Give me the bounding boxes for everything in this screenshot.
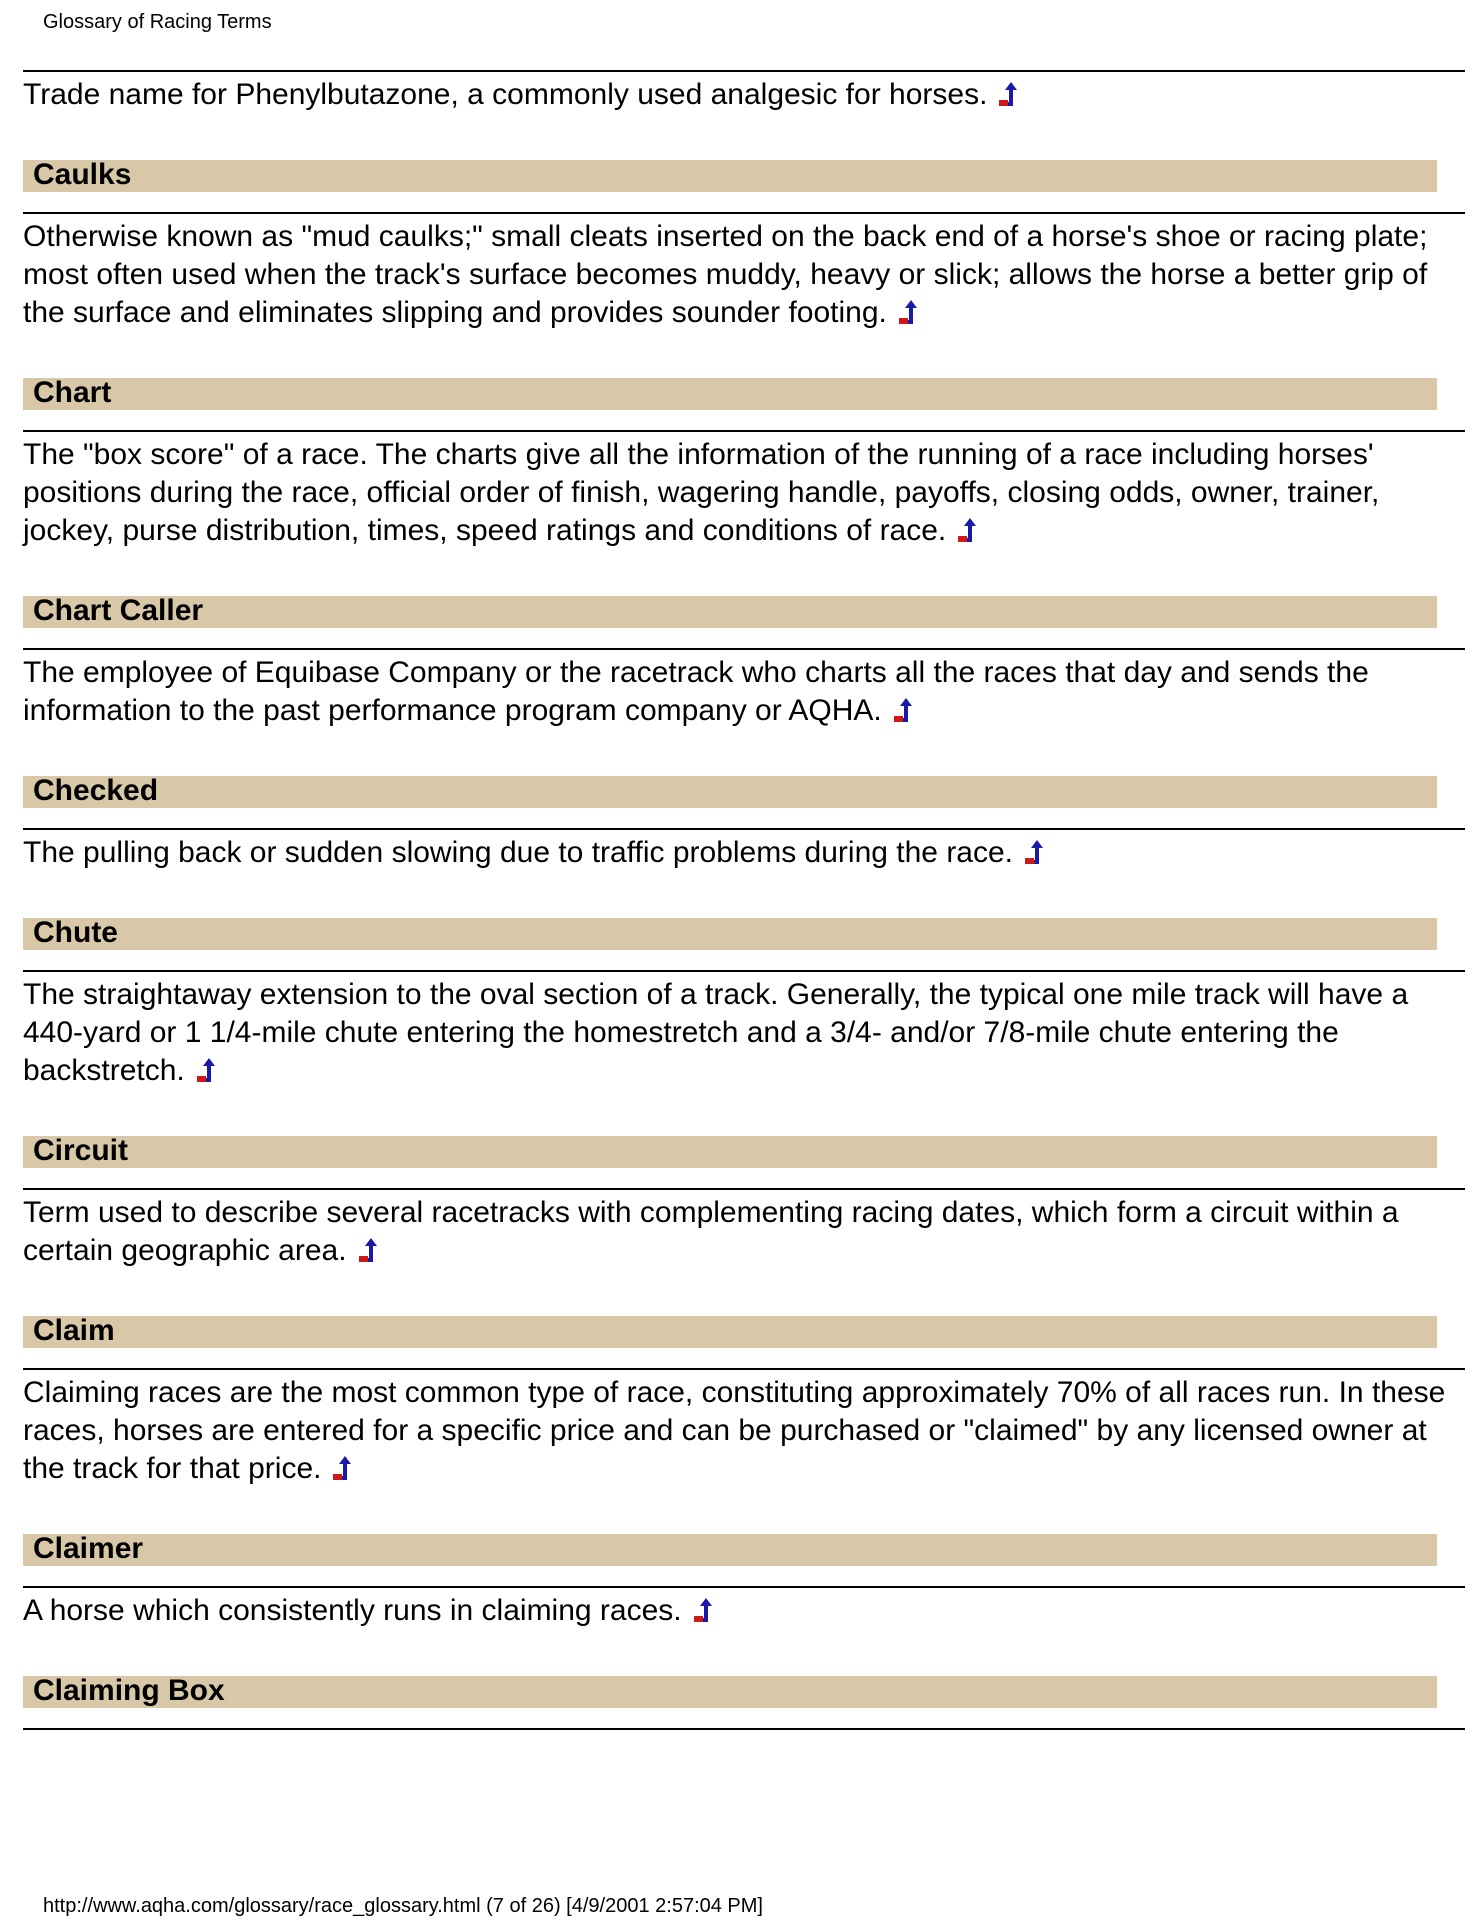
back-to-top-icon[interactable] <box>897 299 919 325</box>
glossary-entry <box>23 1676 1465 1730</box>
term-heading: Claimer <box>23 1534 1437 1566</box>
term-definition <box>23 1190 1465 1316</box>
definition-text: The straightaway extension to the oval section of a track. Generally, the typical one mile track will have a 440-yard or 1 1/4-mile chute entering the homestretch and a 3/4- and/or 7/8-mile chute entering the backstretch. <box>23 978 1409 1087</box>
definition-text: Otherwise known as "mud caulks;" small cleats inserted on the back end of a horse's shoe or racing plate; most often used when the track's surface becomes muddy, heavy or slick; allows the horse a better grip of the surface and eliminates slipping and provides sounder footing. <box>23 220 1428 329</box>
term-heading: Checked <box>23 776 1437 808</box>
back-to-top-icon[interactable] <box>997 81 1019 107</box>
page-footer-url: http://www.aqha.com/glossary/race_glossary.html (7 of 26) [4/9/2001 2:57:04 PM] <box>43 1895 763 1917</box>
glossary-entry <box>23 918 1465 1136</box>
back-to-top-icon[interactable] <box>892 697 914 723</box>
term-heading: Claiming Box <box>23 1676 1437 1708</box>
term-definition <box>23 650 1465 776</box>
back-to-top-icon[interactable] <box>692 1597 714 1623</box>
term-heading: Chart <box>23 378 1437 410</box>
divider <box>23 1728 1465 1730</box>
glossary-entry <box>23 776 1465 918</box>
definition-text: The pulling back or sudden slowing due to traffic problems during the race. <box>23 836 1014 869</box>
back-to-top-icon[interactable] <box>956 517 978 543</box>
term-heading: Claim <box>23 1316 1437 1348</box>
glossary-entry <box>23 378 1465 596</box>
glossary-entry <box>23 596 1465 776</box>
definition-text: Term used to describe several racetracks with complementing racing dates, which form a circuit within a certain geographic area. <box>23 1196 1399 1267</box>
lead-definition <box>23 72 1465 160</box>
term-definition <box>23 1370 1465 1534</box>
glossary-entry <box>23 1136 1465 1316</box>
glossary-content <box>23 70 1465 1730</box>
back-to-top-icon[interactable] <box>1023 839 1045 865</box>
term-definition <box>23 432 1465 596</box>
definition-text: The "box score" of a race. The charts give all the information of the running of a race including horses' positions during the race, official order of finish, wagering handle, payoffs, closing odds, owner, trainer, jockey, purse distribution, times, speed ratings and conditions of race. <box>23 438 1380 547</box>
term-definition <box>23 830 1465 918</box>
term-heading: Circuit <box>23 1136 1437 1168</box>
glossary-entry <box>23 1316 1465 1534</box>
back-to-top-icon[interactable] <box>331 1455 353 1481</box>
definition-text: Claiming races are the most common type of race, constituting approximately 70% of all races run. In these races, horses are entered for a specific price and can be purchased or "claimed" by any licensed owner at the track for that price. <box>23 1376 1446 1485</box>
definition-text: The employee of Equibase Company or the racetrack who charts all the races that day and sends the information to the past performance program company or AQHA. <box>23 656 1369 727</box>
page-header-title: Glossary of Racing Terms <box>43 11 272 33</box>
term-definition <box>23 1588 1465 1676</box>
glossary-entry <box>23 1534 1465 1676</box>
term-heading: Chute <box>23 918 1437 950</box>
back-to-top-icon[interactable] <box>357 1237 379 1263</box>
term-definition <box>23 214 1465 378</box>
definition-text: A horse which consistently runs in claiming races. <box>23 1594 682 1627</box>
glossary-entries <box>23 160 1465 1730</box>
back-to-top-icon[interactable] <box>195 1057 217 1083</box>
term-heading: Caulks <box>23 160 1437 192</box>
glossary-entry <box>23 160 1465 378</box>
term-definition <box>23 972 1465 1136</box>
term-heading: Chart Caller <box>23 596 1437 628</box>
definition-text: Trade name for Phenylbutazone, a commonly used analgesic for horses. <box>23 78 988 111</box>
